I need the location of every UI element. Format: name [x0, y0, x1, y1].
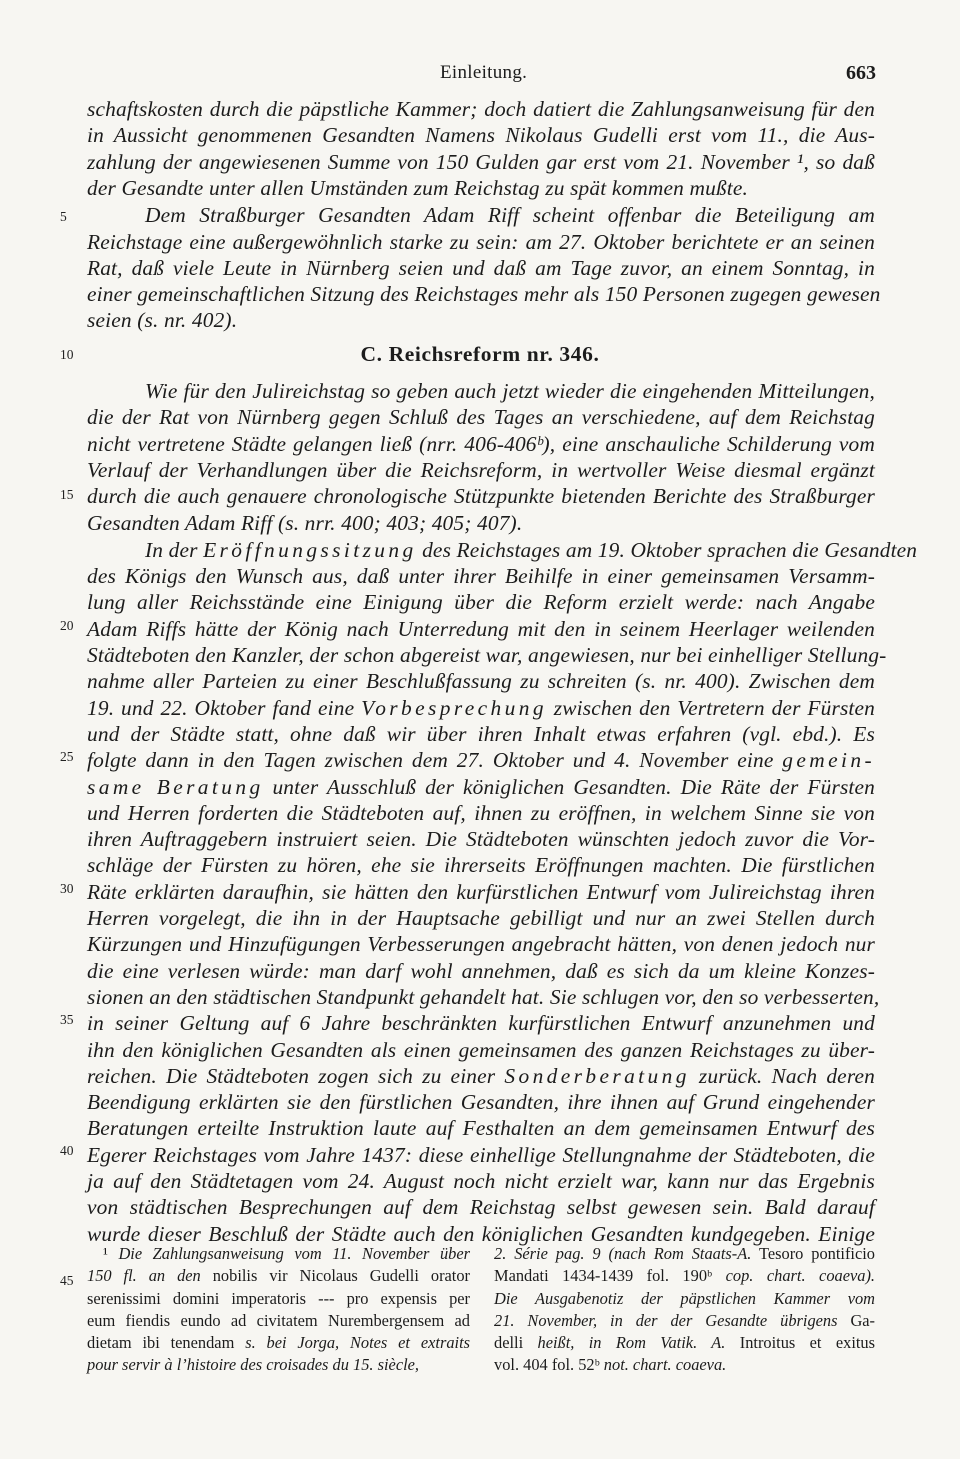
spaced-emphasis: Vorbesprechung — [361, 695, 547, 720]
text-line: Gesandten Adam Riff (s. nrr. 400; 403; 405; 407). — [87, 510, 523, 535]
footnote-text: delli — [494, 1333, 538, 1353]
text-run: schläge der Fürsten zu hören, ehe sie ihrerseits Eröffnungen machten. Die fürstlichen — [87, 853, 875, 878]
line-number: 30 — [60, 881, 74, 896]
footnote-text: 150 fl. an den — [87, 1266, 201, 1286]
footnote-line — [494, 1243, 875, 1265]
text-line: in Aussicht genommenen Gesandten Namens Nikolaus Gudelli erst vom 11., die Aus- — [87, 123, 875, 148]
footnote-text: dietam ibi tenendam — [87, 1333, 246, 1353]
text-line: Dem Straßburger Gesandten Adam Riff scheint offenbar die Beteiligung am — [145, 203, 875, 228]
text-line — [87, 1037, 875, 1064]
text-line: schaftskosten durch die päpstliche Kammer; doch datiert die Zahlungsanweisung für den — [87, 97, 875, 121]
text-line — [87, 774, 875, 801]
footnote-text: Mandati 1434-1439 fol. 190ᵇ — [494, 1266, 726, 1286]
page-number: 663 — [846, 62, 876, 84]
text-line — [87, 616, 875, 643]
text-line — [87, 563, 875, 590]
text-run: lung aller Reichsstände eine Einigung über die Reform erzielt werde: nach Angabe — [87, 590, 875, 615]
text-run: Städteboten den Kanzler, der schon abgereist war, angewiesen, nur bei einhelliger Stellung- — [87, 643, 887, 667]
text-line — [87, 1063, 875, 1090]
footnote-text: vol. 404 fol. 52ᵇ — [494, 1355, 604, 1375]
text-run: reichen. Die Städteboten zogen sich zu einer — [87, 1063, 505, 1088]
text-line — [87, 1142, 875, 1169]
footnote-line — [87, 1288, 470, 1310]
text-line — [87, 958, 875, 985]
text-run: des Königs den Wunsch aus, daß unter ihrer Beihilfe in einer gemeinsamen Versamm- — [87, 564, 875, 589]
text-run: des Reichstages am 19. Oktober sprachen die Gesandten — [416, 537, 918, 562]
footnote-text: pour servir à l’histoire des croisades du 15. siècle, — [87, 1355, 420, 1375]
text-run: Kürzungen und Hinzufügungen Verbesserungen angebracht hätten, von denen jedoch nur — [87, 932, 875, 957]
text-line: Wie für den Julireichstag so geben auch jetzt wieder die eingehenden Mitteilungen, — [145, 379, 875, 403]
footnote-line — [494, 1288, 875, 1310]
text-line: Rat, daß viele Leute in Nürnberg seien und daß am Tage zuvor, an einem Sonntag, in — [87, 255, 875, 280]
text-run: zurück. Nach deren — [689, 1063, 875, 1088]
footnote-text: 2. Série pag. 9 (nach Rom Staats-A. — [494, 1244, 752, 1263]
footnote-text: Tesoro pontificio — [751, 1244, 875, 1263]
spaced-emphasis: same Beratung — [87, 774, 264, 799]
line-number: 45 — [60, 1273, 74, 1288]
footnote-text: ¹ — [103, 1244, 119, 1263]
line-number: 35 — [60, 1012, 74, 1027]
text-line — [87, 721, 875, 748]
text-line — [87, 905, 875, 932]
text-line — [87, 668, 875, 695]
text-run: und der Städte statt, ohne daß wir über ihren Inhalt etwas erfahren (vgl. ebd.). Es — [87, 721, 875, 746]
text-run: In der — [145, 537, 204, 562]
text-run: ja auf den Städtetagen vom 24. August noch nicht erzielt war, kann nur das Ergebnis — [87, 1169, 875, 1193]
footnote-text: s. bei Jorga, Notes et extraits — [245, 1333, 471, 1353]
text-line: der Gesandte unter allen Umständen zum Reichstag zu spät kommen mußte. — [87, 175, 749, 200]
text-run: und Herren forderten die Städteboten auf, ihnen zu eröffnen, in welchem Sinne sie von — [87, 800, 875, 825]
text-line — [87, 984, 880, 1011]
running-title: Einleitung. — [440, 62, 528, 83]
text-run: Egerer Reichstages vom Jahre 1437: diese einhellige Stellungnahme der Städteboten, die — [87, 1142, 875, 1167]
footnote-line — [87, 1332, 470, 1354]
text-line — [87, 1115, 875, 1142]
footnote-line — [494, 1332, 875, 1354]
text-run: nahme aller Parteien zu einer Beschlußfassung zu schreiten (s. nr. 400). Zwischen dem — [87, 669, 875, 694]
text-line — [87, 695, 875, 722]
line-number: 15 — [60, 487, 74, 502]
text-run: Beendigung erklärten sie den fürstlichen Gesandten, ihre ihnen auf Grund eingehender — [87, 1090, 875, 1115]
footnote-line — [87, 1243, 470, 1265]
footnote-column-left — [87, 1243, 470, 1377]
text-run: 19. und 22. Oktober fand eine — [87, 695, 362, 720]
footnote-text: Die Zahlungsanweisung vom 11. November über — [118, 1244, 471, 1263]
footnote-line — [87, 1354, 470, 1376]
running-head — [0, 62, 960, 86]
footnote-line — [494, 1310, 875, 1332]
text-run: Herren vorgelegt, die ihn in der Hauptsache gebilligt und nur an zwei Stellen durch — [87, 906, 875, 930]
text-run: ihn den königlichen Gesandten als einen gemeinsamen des ganzen Reichstages zu über- — [87, 1037, 875, 1062]
footnote-text: nobilis vir Nicolaus Gudelli orator — [200, 1266, 471, 1286]
text-run: sionen an den städtischen Standpunkt gehandelt hat. Sie schlugen vor, den so verbesserten, — [87, 984, 880, 1009]
text-run: Adam Riffs hätte der König nach Unterredung mit den in seinem Heerlager weilenden — [87, 616, 875, 641]
text-run: ihren Auftraggebern instruiert seien. Die Städteboten wünschten jedoch zuvor die Vor- — [87, 827, 875, 852]
text-line — [87, 642, 887, 669]
footnote-text: Introitus et exitus — [725, 1333, 875, 1353]
text-line — [87, 747, 875, 774]
line-number: 10 — [60, 347, 74, 362]
text-line — [87, 800, 875, 827]
footnote-text: serenissimi domini imperatoris --- pro expensis per — [87, 1288, 470, 1308]
footnote-column-right — [494, 1243, 875, 1377]
text-run: unter Ausschluß der königlichen Gesandten. Die Räte der Fürsten — [263, 774, 876, 799]
text-run: in seiner Geltung auf 6 Jahre beschränkten kurfürstlichen Entwurf anzunehmen und — [87, 1011, 875, 1036]
text-line — [87, 1010, 875, 1037]
footnote-text: heißt, in Rom Vatik. A. — [537, 1333, 726, 1353]
footnote-line — [494, 1354, 875, 1376]
spaced-emphasis: gemein- — [782, 748, 875, 773]
text-line — [87, 537, 918, 564]
footnote-text: Die Ausgabenotiz der päpstlichen Kammer vom — [494, 1288, 875, 1308]
text-line: einer gemeinschaftlichen Sitzung des Reichstages mehr als 150 Personen zugegen gewesen — [87, 282, 881, 307]
text-run: zwischen den Vertretern der Fürsten — [546, 695, 875, 720]
spaced-emphasis: Eröffnungssitzung — [203, 537, 417, 562]
text-line — [87, 1089, 875, 1116]
text-line: nicht vertretene Städte gelangen ließ (nrr. 406-406ᵇ), eine anschauliche Schilderung vom — [87, 431, 875, 456]
footnote-line — [87, 1310, 470, 1332]
text-line — [87, 879, 875, 906]
footnote-line — [87, 1265, 470, 1287]
text-line: seien (s. nr. 402). — [87, 308, 238, 333]
text-run: wurde dieser Beschluß der Städte auch den königlichen Gesandten kundgegeben. Einige — [87, 1221, 875, 1246]
text-line — [87, 826, 875, 853]
text-line — [87, 589, 875, 616]
text-run: folgte dann in den Tagen zwischen dem 27. Oktober und 4. November eine — [87, 748, 783, 773]
footnote-text: cop. chart. coaeva). — [725, 1266, 876, 1286]
line-number: 20 — [60, 618, 74, 633]
line-number: 5 — [60, 209, 67, 224]
text-line: die der Rat von Nürnberg gegen Schluß des Tages an verschiedene, auf dem Reichstag — [87, 405, 875, 430]
line-number: 40 — [60, 1143, 74, 1158]
text-line — [87, 931, 875, 958]
footnote-text: not. chart. coaeva. — [603, 1355, 727, 1375]
section-heading: C. Reichsreform nr. 346. — [360, 342, 600, 366]
text-line — [87, 1168, 875, 1195]
text-line: durch die auch genauere chronologische Stützpunkte bietenden Berichte des Straßburger — [87, 484, 875, 509]
text-run: die eine verlesen würde: man darf wohl annehmen, daß es sich da um kleine Konzes- — [87, 958, 875, 983]
text-line — [87, 852, 875, 879]
footnote-line — [494, 1265, 875, 1287]
footnote-text: 21. November, in der der Gesandte übrigens — [494, 1310, 838, 1330]
text-run: von städtischen Besprechungen auf dem Reichstag selbst gewesen sein. Bald darauf — [87, 1195, 875, 1220]
spaced-emphasis: Sonderberatung — [504, 1063, 690, 1088]
line-number: 25 — [60, 749, 74, 764]
text-line — [87, 1194, 875, 1221]
footnote-text: eum fiendis eundo ad civitatem Nurembergensem ad — [87, 1310, 470, 1330]
text-line: zahlung der angewiesenen Summe von 150 Gulden gar erst vom 21. November ¹, so daß — [87, 149, 875, 174]
text-line: Verlauf der Verhandlungen über die Reichsreform, in wertvoller Weise diesmal ergänzt — [87, 457, 875, 482]
text-line: Reichstage eine außergewöhnlich starke zu sein: am 27. Oktober berichtete er an seinen — [87, 229, 875, 254]
text-run: Räte erklärten daraufhin, sie hätten den kurfürstlichen Entwurf vom Julireichstag ihren — [87, 879, 875, 904]
text-run: Beratungen erteilte Instruktion laute auf Festhalten an dem gemeinsamen Entwurf des — [87, 1116, 875, 1141]
footnote-text: Ga- — [837, 1310, 876, 1330]
